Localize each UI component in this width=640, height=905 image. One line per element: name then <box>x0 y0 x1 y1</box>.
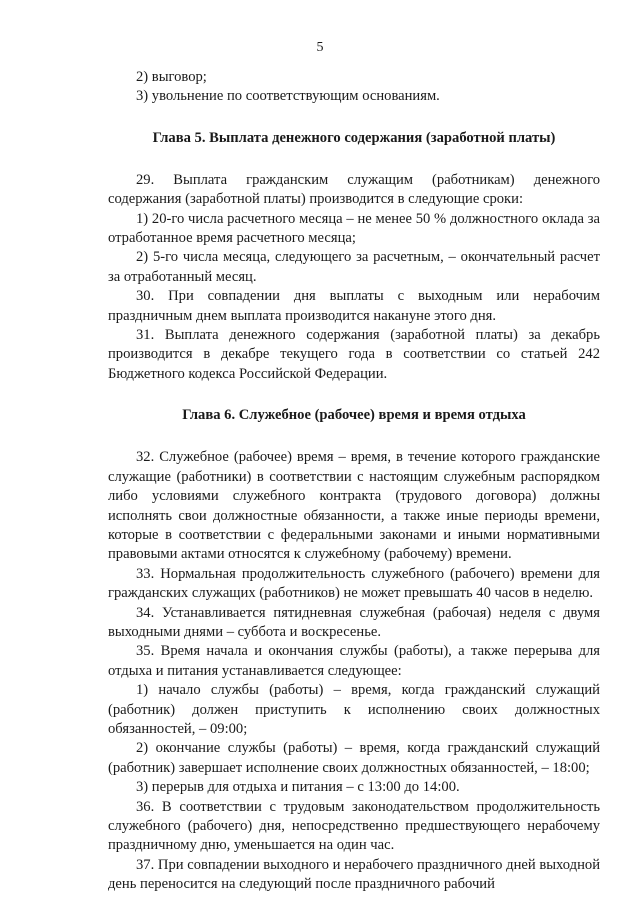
chapter-heading: Глава 5. Выплата денежного содержания (заработной платы) <box>152 129 556 146</box>
paragraph: 34. Устанавливается пятидневная служебная (рабочая) неделя с двумя выходными днями – суббота и воскресенье. <box>108 604 600 640</box>
paragraph: 1) начало службы (работы) – время, когда гражданский служащий (работник) должен приступить к исполнению своих должностных обязанностей, – 09:00; <box>108 682 600 737</box>
paragraph: 29. Выплата гражданским служащим (работникам) денежного содержания (заработной платы) производится в следующие сроки: <box>108 171 600 208</box>
paragraph: 2) окончание службы (работы) – время, когда гражданский служащий (работник) завершает исполнение своих должностных обязанностей, – 18:00; <box>108 740 600 776</box>
paragraph: 2) 5-го числа месяца, следующего за расчетным, – окончательный расчет за отработанный месяц. <box>108 249 600 285</box>
paragraph: 32. Служебное (рабочее) время – время, в течение которого гражданские служащие (работники) в соответствии с настоящим служебным распорядком либо условиями служебного контракта (трудового договора) должны исполнять свои должностные обязанности, а также иные периоды времени, которые в соответствии с федеральными законами и иными нормативными правовыми актами относятся к служебному (рабочему) времени. <box>108 449 600 563</box>
chapter-heading: Глава 6. Служебное (рабочее) время и время отдыха <box>182 407 526 424</box>
paragraph: 3) перерыв для отдыха и питания – с 13:00 до 14:00. <box>136 779 460 796</box>
paragraph: 37. При совпадении выходного и нерабочего праздничного дней выходной день переносится на следующий после праздничного рабочий <box>108 856 600 893</box>
paragraph: 36. В соответствии с трудовым законодательством продолжительность служебного (рабочего) дня, непосредственно предшествующего нерабочему праздничному дню, уменьшается на один час. <box>108 798 600 854</box>
page-number: 5 <box>316 40 324 55</box>
paragraph: 1) 20-го числа расчетного месяца – не менее 50 % должностного оклада за отработанное время расчетного месяца; <box>108 210 600 247</box>
paragraph: 30. При совпадении дня выплаты с выходным или нерабочим праздничным днем выплата производится накануне этого дня. <box>108 288 600 324</box>
paragraph: 33. Нормальная продолжительность служебного (рабочего) времени для гражданских служащих (работников) не может превышать 40 часов в неделю. <box>108 565 600 602</box>
document-body <box>108 68 600 895</box>
list-item: 2) выговор; <box>136 69 207 85</box>
paragraph: 31. Выплата денежного содержания (заработной платы) за декабрь производится в декабре текущего года в соответствии со статьей 242 Бюджетного кодекса Российской Федерации. <box>108 327 600 382</box>
paragraph: 35. Время начала и окончания службы (работы), а также перерыва для отдыха и питания устанавливается следующее: <box>108 643 600 679</box>
list-item: 3) увольнение по соответствующим основаниям. <box>136 88 440 105</box>
